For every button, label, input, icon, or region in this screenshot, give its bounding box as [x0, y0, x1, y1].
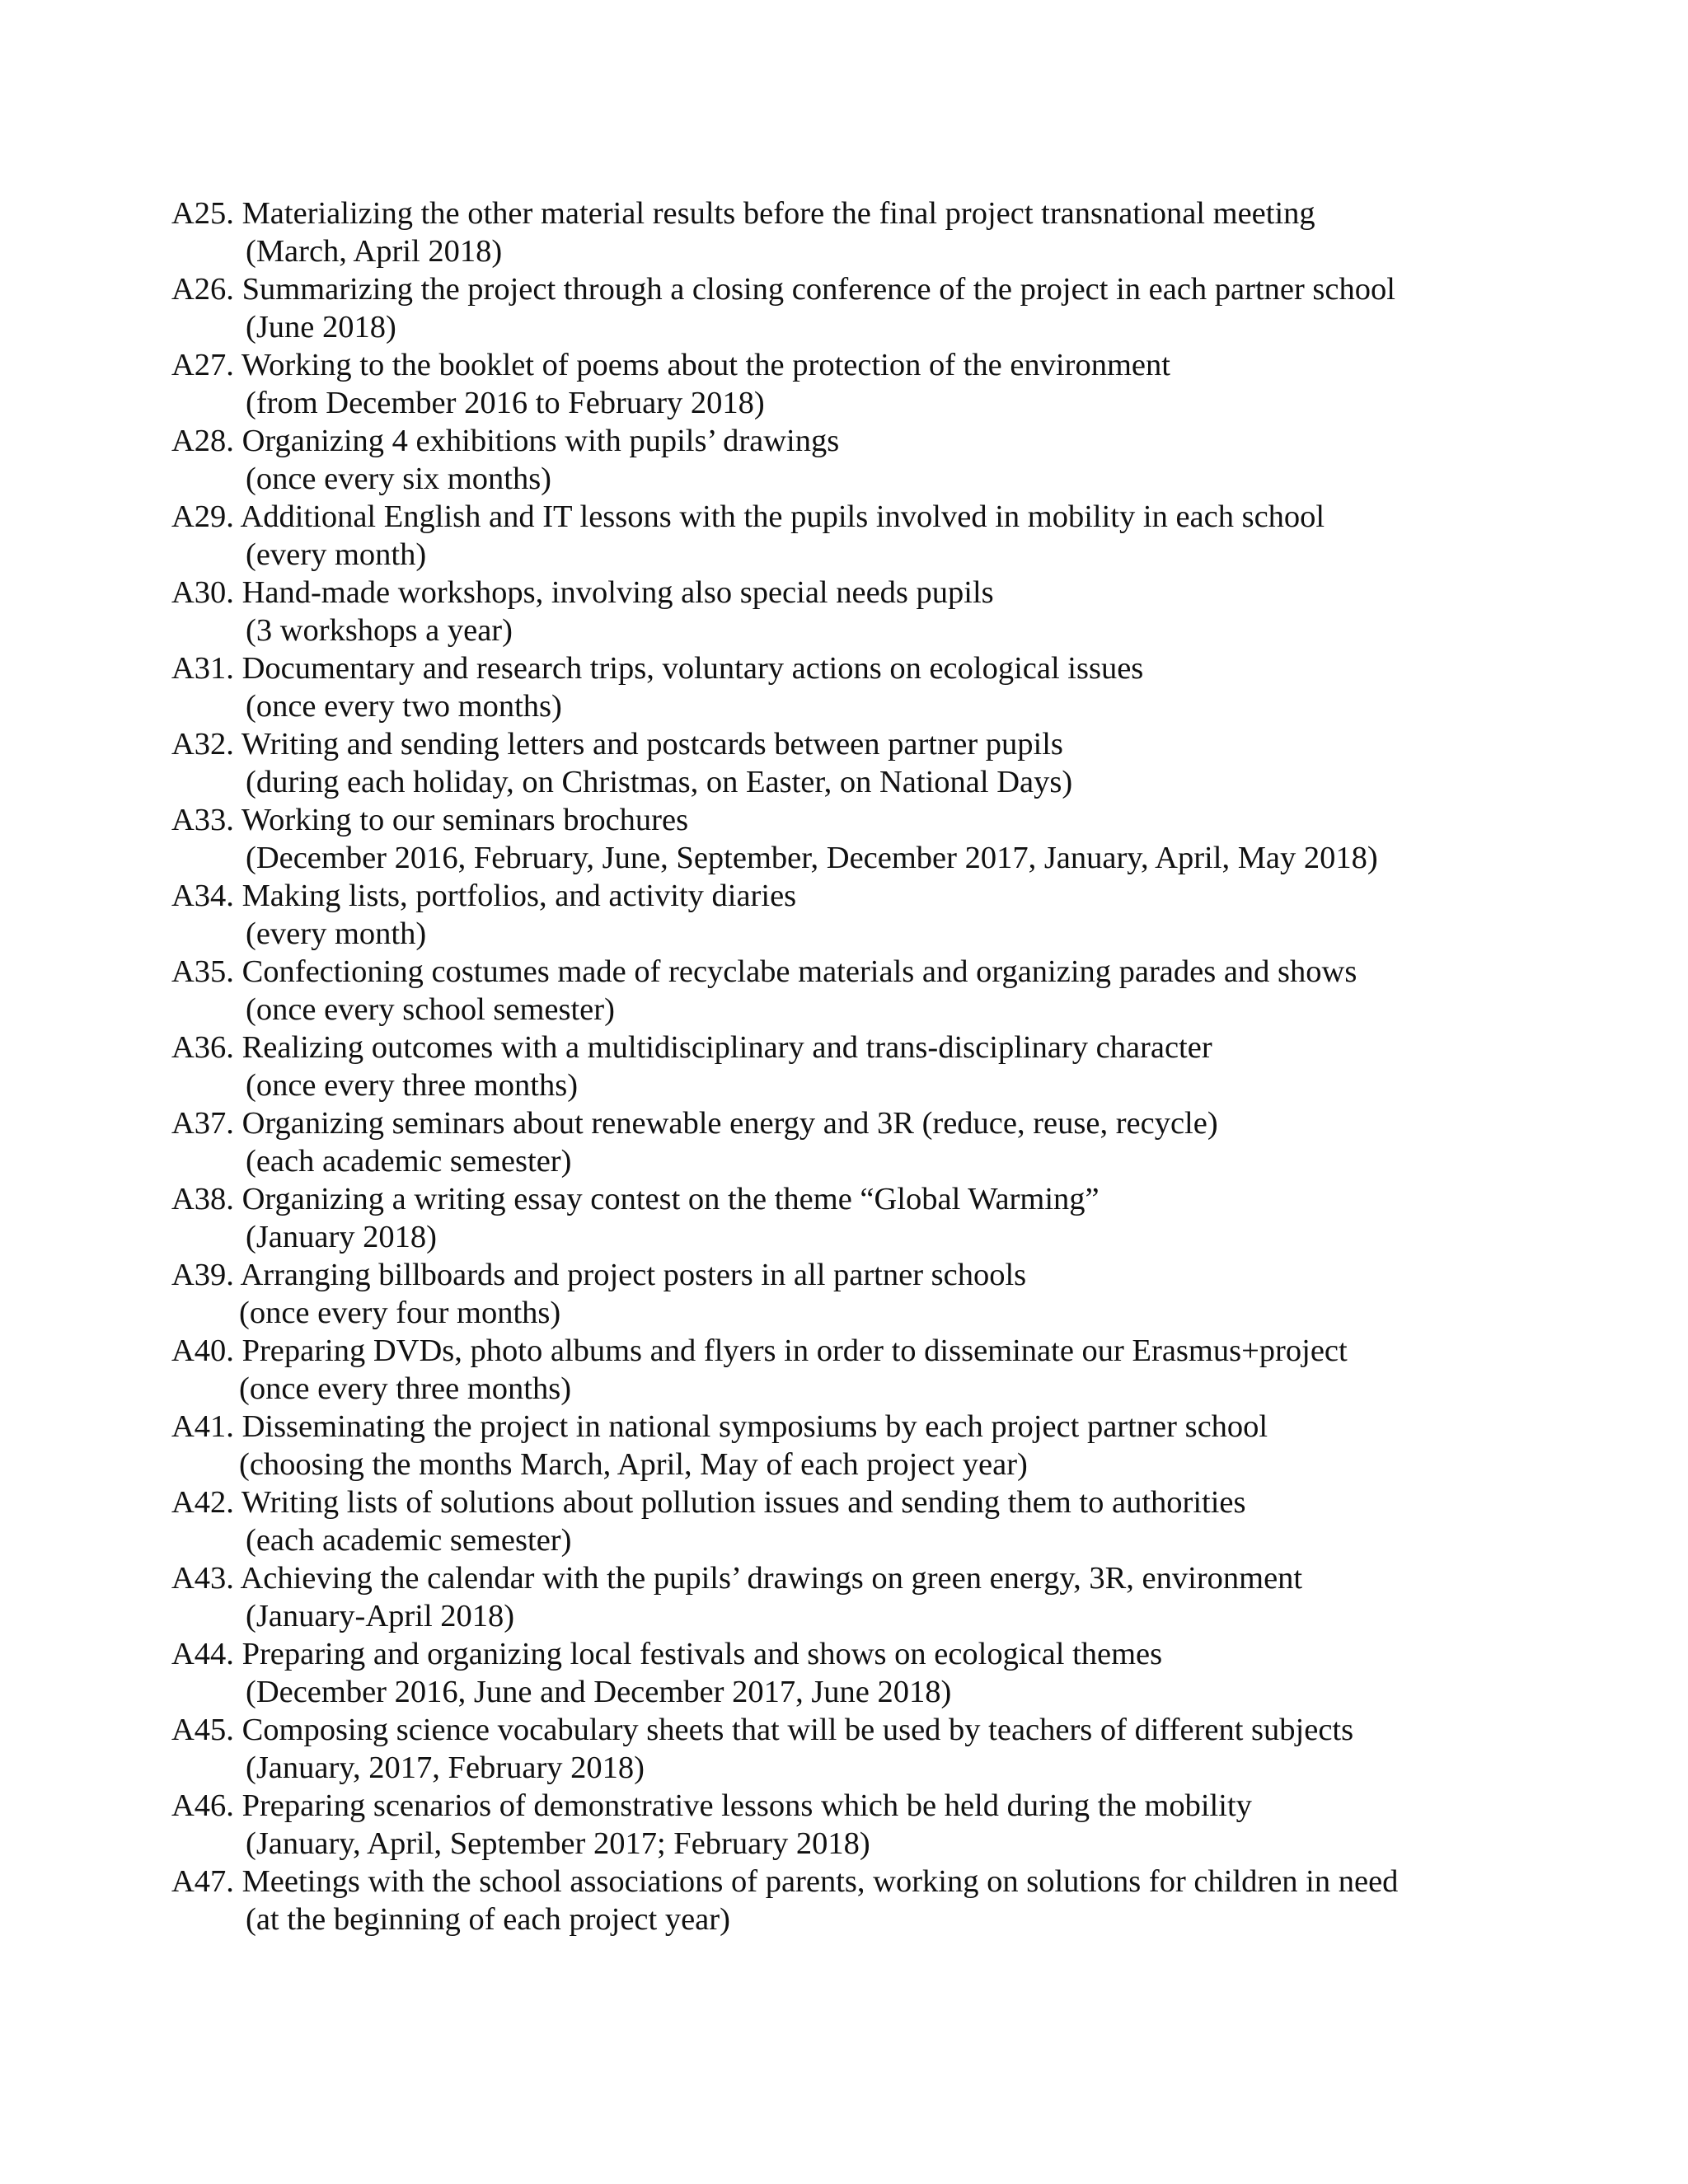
- activity-schedule: (once every two months): [246, 689, 562, 724]
- list-item: [171, 498, 1490, 574]
- list-item: [171, 1180, 1490, 1256]
- activity-title: Achieving the calendar with the pupils’ drawings on green energy, 3R, environment: [240, 1561, 1303, 1596]
- activity-title: Confectioning costumes made of recyclabe materials and organizing parades and shows: [241, 954, 1357, 989]
- list-item: [171, 877, 1490, 953]
- activity-schedule: (December 2016, February, June, September, December 2017, January, April, May 2018): [246, 841, 1378, 875]
- activity-code: A25.: [171, 196, 234, 231]
- list-item: [171, 574, 1490, 649]
- list-item: [171, 422, 1490, 498]
- activity-title-line: [171, 270, 1490, 308]
- activity-schedule: (December 2016, June and December 2017, June 2018): [246, 1675, 952, 1709]
- activity-title-line: [171, 498, 1490, 536]
- activity-code: A42.: [171, 1485, 234, 1520]
- activity-code: A46.: [171, 1788, 234, 1823]
- list-item: [171, 1559, 1490, 1635]
- activity-code: A28.: [171, 424, 234, 458]
- activity-title-line: [171, 725, 1490, 763]
- list-item: [171, 1408, 1490, 1483]
- activity-title-line: [171, 801, 1490, 839]
- activity-schedule: (each academic semester): [246, 1523, 572, 1558]
- activity-schedule: (3 workshops a year): [246, 613, 513, 648]
- list-item: [171, 953, 1490, 1029]
- activity-title-line: [171, 1635, 1490, 1673]
- activity-title-line: [171, 877, 1490, 915]
- activity-title-line: [171, 574, 1490, 612]
- activity-title-line: [171, 1711, 1490, 1749]
- activity-code: A31.: [171, 651, 234, 686]
- activity-code: A38.: [171, 1182, 234, 1216]
- list-item: [171, 1711, 1490, 1787]
- activity-code: A26.: [171, 272, 234, 307]
- activity-title-line: [171, 1029, 1490, 1066]
- activity-title: Working to the booklet of poems about the protection of the environment: [241, 348, 1170, 382]
- activity-schedule: (every month): [246, 916, 427, 951]
- activity-schedule: (from December 2016 to February 2018): [246, 386, 765, 420]
- list-item: [171, 1256, 1490, 1332]
- activity-code: A41.: [171, 1409, 234, 1444]
- activity-schedule: (choosing the months March, April, May of each project year): [239, 1447, 1028, 1482]
- activity-title: Working to our seminars brochures: [241, 803, 689, 837]
- activity-code: A40.: [171, 1333, 234, 1368]
- activity-title-line: [171, 1180, 1490, 1218]
- activity-title: Meetings with the school associations of parents, working on solutions for children in need: [241, 1864, 1399, 1899]
- activity-schedule: (January-April 2018): [246, 1599, 515, 1633]
- activity-code: A44.: [171, 1637, 234, 1671]
- activity-title-line: [171, 1408, 1490, 1446]
- activity-title: Making lists, portfolios, and activity diaries: [241, 879, 797, 913]
- activity-title: Organizing a writing essay contest on the theme “Global Warming”: [241, 1182, 1100, 1216]
- list-item: [171, 1635, 1490, 1711]
- activity-title-line: [171, 422, 1490, 460]
- activity-title: Writing lists of solutions about pollution issues and sending them to authorities: [241, 1485, 1246, 1520]
- activity-code: A34.: [171, 879, 234, 913]
- list-item: [171, 346, 1490, 422]
- activity-schedule: (June 2018): [246, 310, 396, 344]
- activity-title-line: [171, 953, 1490, 991]
- activity-title-line: [171, 194, 1490, 232]
- activity-schedule: (January, 2017, February 2018): [246, 1750, 645, 1785]
- activity-schedule: (at the beginning of each project year): [246, 1902, 730, 1937]
- list-item: [171, 1332, 1490, 1408]
- activity-code: A35.: [171, 954, 234, 989]
- activity-title: Writing and sending letters and postcards between partner pupils: [241, 727, 1063, 762]
- activity-title-line: [171, 1483, 1490, 1521]
- activity-title-line: [171, 1559, 1490, 1597]
- activity-code: A29.: [171, 499, 234, 534]
- activity-schedule: (once every four months): [239, 1296, 561, 1330]
- activity-schedule: (once every three months): [239, 1371, 572, 1406]
- activity-title: Additional English and IT lessons with the pupils involved in mobility in each school: [240, 499, 1325, 534]
- activity-title-line: [171, 1332, 1490, 1370]
- list-item: [171, 270, 1490, 346]
- activity-code: A47.: [171, 1864, 234, 1899]
- activity-title: Composing science vocabulary sheets that will be used by teachers of different subjects: [241, 1713, 1354, 1747]
- activity-code: A32.: [171, 727, 234, 762]
- activity-title: Materializing the other material results before the final project transnational meeting: [241, 196, 1315, 231]
- activity-title-line: [171, 346, 1490, 384]
- activity-schedule: (once every six months): [246, 462, 551, 496]
- activity-code: A36.: [171, 1030, 234, 1065]
- activity-title: Arranging billboards and project posters in all partner schools: [240, 1258, 1027, 1292]
- activity-code: A43.: [171, 1561, 234, 1596]
- list-item: [171, 725, 1490, 801]
- activity-schedule: (once every school semester): [246, 992, 615, 1027]
- activity-schedule: (during each holiday, on Christmas, on Easter, on National Days): [246, 765, 1073, 799]
- list-item: [171, 194, 1490, 270]
- activity-schedule: (each academic semester): [246, 1144, 572, 1179]
- activity-title: Hand-made workshops, involving also special needs pupils: [241, 575, 994, 610]
- activity-schedule: (January 2018): [246, 1220, 437, 1254]
- list-item: [171, 1787, 1490, 1863]
- list-item: [171, 1863, 1490, 1938]
- activity-title: Disseminating the project in national symposiums by each project partner school: [241, 1409, 1268, 1444]
- activity-title-line: [171, 1256, 1490, 1294]
- activity-code: A37.: [171, 1106, 234, 1141]
- activity-code: A39.: [171, 1258, 234, 1292]
- activity-title: Documentary and research trips, voluntary actions on ecological issues: [241, 651, 1144, 686]
- activity-title-line: [171, 1104, 1490, 1142]
- activity-list: [171, 194, 1490, 1938]
- activity-title: Preparing scenarios of demonstrative lessons which be held during the mobility: [241, 1788, 1252, 1823]
- activity-code: A33.: [171, 803, 234, 837]
- activity-schedule: (once every three months): [246, 1068, 579, 1103]
- list-item: [171, 1483, 1490, 1559]
- activity-schedule: (March, April 2018): [246, 234, 503, 269]
- activity-code: A27.: [171, 348, 234, 382]
- activity-title: Preparing DVDs, photo albums and flyers in order to disseminate our Erasmus+project: [241, 1333, 1348, 1368]
- activity-title: Organizing 4 exhibitions with pupils’ drawings: [241, 424, 840, 458]
- list-item: [171, 1029, 1490, 1104]
- activity-code: A30.: [171, 575, 234, 610]
- activity-title-line: [171, 1863, 1490, 1900]
- activity-title: Realizing outcomes with a multidisciplinary and trans-disciplinary character: [241, 1030, 1212, 1065]
- activity-schedule: (every month): [246, 537, 427, 572]
- activity-code: A45.: [171, 1713, 234, 1747]
- activity-title: Summarizing the project through a closing conference of the project in each partner school: [241, 272, 1395, 307]
- list-item: [171, 1104, 1490, 1180]
- activity-title-line: [171, 649, 1490, 687]
- list-item: [171, 801, 1490, 877]
- activity-title: Organizing seminars about renewable energy and 3R (reduce, reuse, recycle): [241, 1106, 1218, 1141]
- activity-title: Preparing and organizing local festivals and shows on ecological themes: [241, 1637, 1163, 1671]
- list-item: [171, 649, 1490, 725]
- activity-title-line: [171, 1787, 1490, 1825]
- activity-schedule: (January, April, September 2017; February 2018): [246, 1826, 870, 1861]
